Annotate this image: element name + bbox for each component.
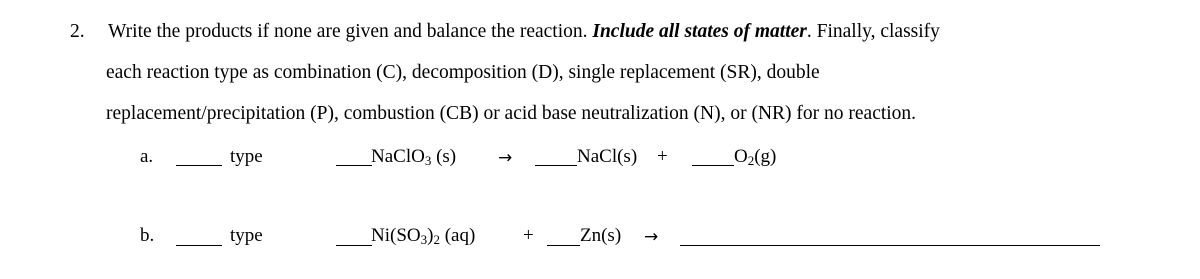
item-b-type-label: type <box>230 225 263 246</box>
item-a-coeff-blank-1 <box>336 165 372 166</box>
item-b-yields-arrow: → <box>644 227 659 247</box>
item-b-reactant-2: Zn(s) <box>580 225 622 246</box>
item-b-products-blank <box>680 245 1100 246</box>
item-a-coeff-blank-3 <box>692 165 734 166</box>
item-b-plus: + <box>523 225 534 246</box>
question-text-end: . Finally, classify <box>806 21 940 42</box>
item-a-reactant-1: NaClO$_3$ (s) <box>371 146 457 168</box>
item-a-type-blank <box>176 165 222 166</box>
question-number: 2. <box>70 21 85 42</box>
item-b-coeff-blank-1 <box>336 245 372 246</box>
question-text-start: Write the products if none are given and balance the reaction. <box>108 21 588 42</box>
question-line-3: replacement/precipitation (P), combustion (CB) or acid base neutralization (N), or (NR) for no reaction. <box>106 103 917 124</box>
question-line-1 <box>70 22 940 42</box>
item-b-type-blank <box>176 245 222 246</box>
item-a-coeff-blank-2 <box>535 165 577 166</box>
item-a-plus: + <box>657 146 668 167</box>
item-b-coeff-blank-2 <box>547 245 580 246</box>
question-emphasis: Include all states of matter <box>592 21 807 42</box>
item-b-reactant-1: $Ni(SO_3)_2$ (aq) <box>371 225 476 247</box>
item-a-label: a. <box>140 146 154 167</box>
item-a-type-label: type <box>230 146 263 167</box>
item-a-product-2: $O_2(g)$ <box>734 146 777 168</box>
item-b-label: b. <box>140 225 155 246</box>
item-a-product-1: NaCl(s) <box>577 146 638 167</box>
item-a-yields-arrow: → <box>498 148 513 168</box>
question-line-2: each reaction type as combination (C), decomposition (D), single replacement (SR), double <box>106 62 820 83</box>
